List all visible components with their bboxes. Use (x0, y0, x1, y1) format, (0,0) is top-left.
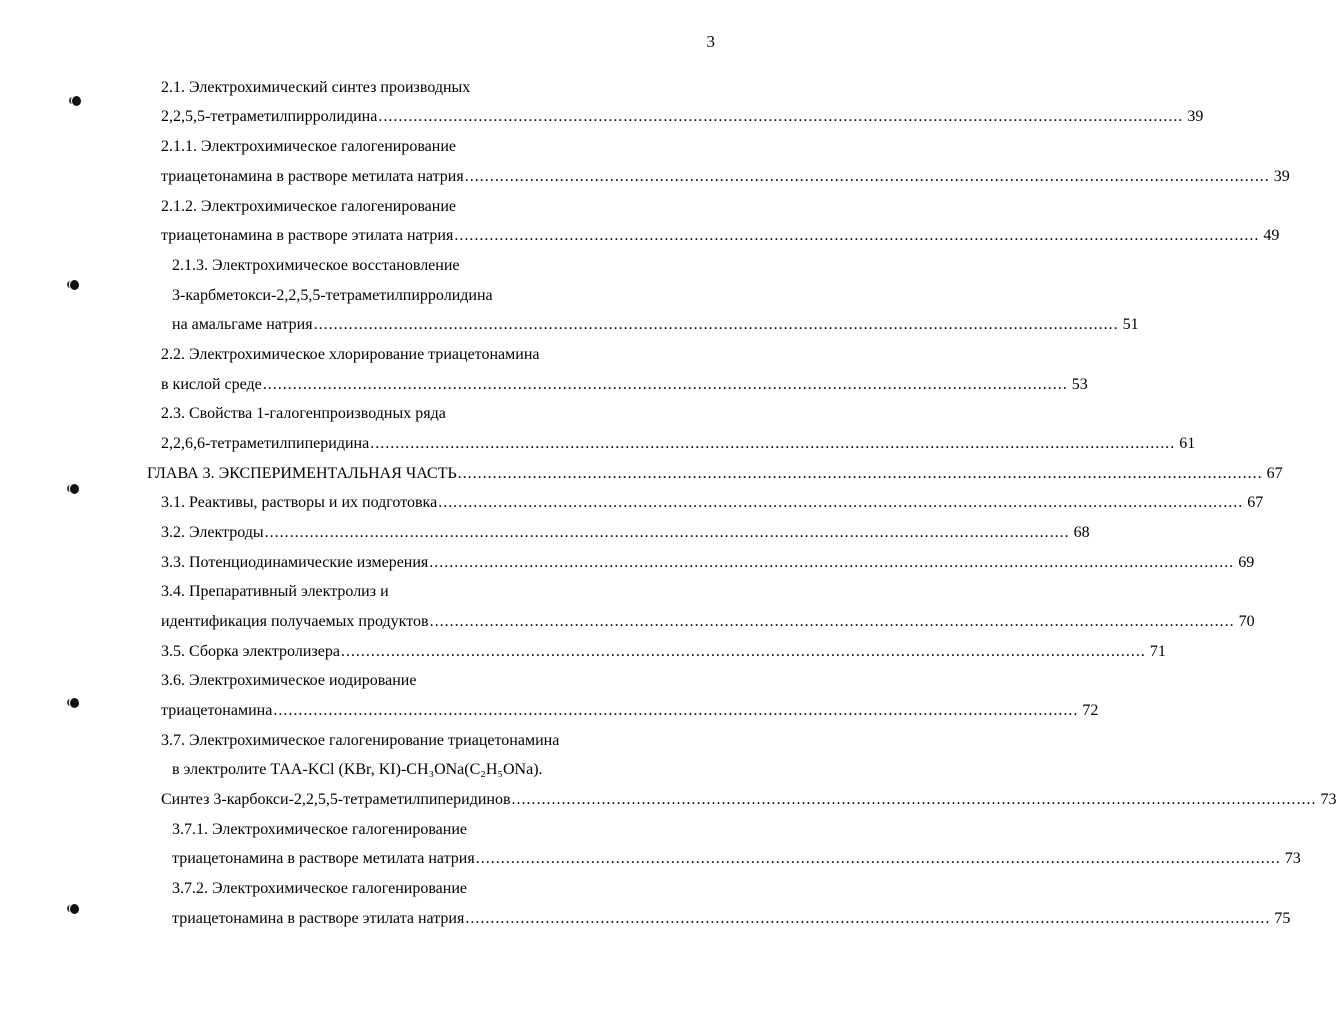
toc-page-number: 53 (1071, 376, 1088, 393)
toc-entry: 3-карбметокси-2,2,5,5-тетраметилпирролидина (172, 287, 493, 304)
toc-entry: 2.3. Свойства 1-галогенпроизводных ряда (161, 405, 446, 422)
toc-page-number: 73 (1320, 791, 1337, 808)
toc-entry: 2.1.2. Электрохимическое галогенирование (161, 198, 456, 215)
toc-chapter-heading: ГЛАВА 3. ЭКСПЕРИМЕНТАЛЬНАЯ ЧАСТЬ ................................................................................................................................................................. 67 (147, 462, 713, 486)
dot-leader: ................................................................................................................................................................. (340, 643, 1146, 660)
punch-hole-mark-icon (70, 280, 79, 290)
dot-leader: ................................................................................................................................................................. (465, 910, 1271, 927)
dot-leader: ................................................................................................................................................................. (378, 108, 1184, 125)
toc-page-number: 75 (1274, 910, 1291, 927)
dot-leader: ................................................................................................................................................................. (457, 465, 1263, 482)
dot-leader: ................................................................................................................................................................. (264, 524, 1070, 541)
toc-page-number: 67 (1266, 465, 1283, 482)
toc-entry: 3.3. Потенциодинамические измерения ................................................................................................................................................................. 69 (161, 551, 713, 575)
toc-entry: 3.7.1. Электрохимическое галогенирование (172, 821, 467, 838)
toc-entry: 3.6. Электрохимическое иодирование (161, 672, 417, 689)
toc-page-number: 39 (1273, 168, 1290, 185)
toc-page-number: 49 (1263, 227, 1280, 244)
toc-entry: 3.4. Препаративный электролиз и (161, 583, 389, 600)
toc-entry: триацетонамина в растворе метилата натрия ................................................................................................................................................................. 73 (172, 847, 713, 871)
toc-entry: 2.1.1. Электрохимическое галогенирование (161, 138, 456, 155)
dot-leader: ................................................................................................................................................................. (262, 376, 1068, 393)
toc-entry: 3.1. Реактивы, растворы и их подготовка ................................................................................................................................................................. 67 (161, 491, 713, 515)
toc-entry: 2,2,5,5-тетраметилпирролидина ................................................................................................................................................................. 39 (161, 105, 713, 129)
toc-page-number: 72 (1082, 702, 1099, 719)
toc-entry: 2.1. Электрохимический синтез производных (161, 79, 471, 96)
toc-page-number: 39 (1187, 108, 1204, 125)
toc-entry: 2,2,6,6-тетраметилпиперидина ................................................................................................................................................................. 61 (161, 432, 713, 456)
toc-entry: идентификация получаемых продуктов ................................................................................................................................................................. 70 (161, 610, 713, 634)
toc-entry: триацетонамина в растворе этилата натрия ................................................................................................................................................................. 75 (172, 907, 713, 931)
dot-leader: ................................................................................................................................................................. (475, 850, 1281, 867)
dot-leader: ................................................................................................................................................................. (273, 702, 1079, 719)
dot-leader: ................................................................................................................................................................. (454, 227, 1260, 244)
toc-entry: 3.5. Сборка электролизера ................................................................................................................................................................. 71 (161, 640, 713, 664)
toc-entry: триацетонамина ................................................................................................................................................................. 72 (161, 699, 713, 723)
page-number: 3 (706, 32, 715, 51)
toc-entry: 3.7.2. Электрохимическое галогенирование (172, 880, 467, 897)
toc-page-number: 67 (1247, 494, 1264, 511)
toc-entry: в электролите ТАА-KCl (KBr, KI)-CH₃ONa(C₂H₅ONa). (172, 761, 543, 778)
punch-hole-mark-icon (72, 96, 81, 106)
toc-entry: 3.7. Электрохимическое галогенирование триацетонамина (161, 732, 560, 749)
toc-entry: Синтез 3-карбокси-2,2,5,5-тетраметилпиперидинов ................................................................................................................................................................. 73 (161, 788, 713, 812)
toc-entry: в кислой среде ................................................................................................................................................................. 53 (161, 373, 713, 397)
toc-entry: триацетонамина в растворе метилата натрия ................................................................................................................................................................. 39 (161, 165, 713, 189)
toc-page-number: 70 (1238, 613, 1255, 630)
toc-page-number: 69 (1238, 554, 1255, 571)
toc-page-number: 61 (1179, 435, 1196, 452)
dot-leader: ................................................................................................................................................................. (511, 791, 1317, 808)
dot-leader: ................................................................................................................................................................. (438, 494, 1244, 511)
dot-leader: ................................................................................................................................................................. (429, 554, 1235, 571)
toc-page-number: 73 (1284, 850, 1301, 867)
dot-leader: ................................................................................................................................................................. (313, 316, 1119, 333)
toc-entry: 2.2. Электрохимическое хлорирование триацетонамина (161, 346, 540, 363)
toc-entry: 3.2. Электроды ................................................................................................................................................................. 68 (161, 521, 713, 545)
dot-leader: ................................................................................................................................................................. (464, 168, 1270, 185)
punch-hole-mark-icon (70, 904, 79, 914)
punch-hole-mark-icon (70, 484, 79, 494)
dot-leader: ................................................................................................................................................................. (370, 435, 1176, 452)
toc-entry: 2.1.3. Электрохимическое восстановление (172, 257, 460, 274)
punch-hole-mark-icon (70, 698, 79, 708)
toc-entry: на амальгаме натрия ................................................................................................................................................................. 51 (172, 313, 713, 337)
toc-entry: триацетонамина в растворе этилата натрия ................................................................................................................................................................. 49 (161, 224, 713, 248)
toc-page-number: 51 (1122, 316, 1139, 333)
toc-page-number: 71 (1149, 643, 1166, 660)
dot-leader: ................................................................................................................................................................. (429, 613, 1235, 630)
toc-page-number: 68 (1073, 524, 1090, 541)
